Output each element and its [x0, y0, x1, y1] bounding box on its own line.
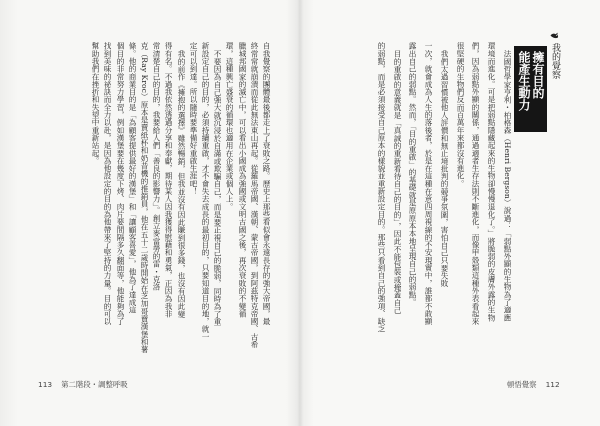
text-column: 新設定自己的目的，必須持續重啟，才不會失去成長的最初目的，只要知道目的地，就一 [201, 42, 210, 341]
page-footer-right [507, 380, 560, 390]
text-column: 得有名。不過我依然透過分享和奉獻，期待某人因我獲得慰藉和勇氣，正因為我非 [164, 42, 173, 318]
text-column: 環境而進化。可是把弱點隱藏起來的生物卻慢慢退化了。」將脆弱的皮膚外露的生物 [487, 42, 496, 322]
page-footer-left [38, 380, 128, 390]
text-column: 幫助我們在挫折和失望中重新站起。 [91, 42, 100, 165]
text-column: 自我覺察的團體最後都走上了衰敗之路。歷史上那些看似會永遠長存的強大帝國，最 [262, 42, 271, 326]
chapter-title-box [514, 46, 547, 132]
text-column: 臘城邦國家的滅亡中，可以看出小國成為強國或文明古國之後，再次衰敗的不變循 [238, 42, 247, 318]
running-head: 頓悟覺察 [507, 380, 537, 389]
text-column: 找到美味的祕訣而全力以赴，是因為他設定的目的為他帶來了堅持的力量。目的可以 [103, 42, 112, 326]
text-column: 很堅硬的生物們反而百萬年來都沒有進化。 [456, 42, 465, 188]
text-column: 個目的非常努力學習，例如漢堡要在幾度下烤、肉片要間隔多久翻面等，他能夠為了 [116, 42, 125, 326]
text-column: 克（Ray Kroc）原本是賣紙杯和奶昔機的推銷員，他在五十二歲時開始在芝加哥賣漢堡和薯 [140, 42, 149, 354]
text-column: 條。他的商業目的是「為顧客提供最好的漢堡」和「讓顧客喜愛」，他為了達成這 [128, 42, 137, 314]
running-head: 第二階段・調整呼吸 [61, 380, 128, 389]
text-column: 環，這種興亡盛衰的循環也適用在企業或個人上。 [225, 42, 234, 211]
bird-icon [549, 29, 560, 40]
book-gutter [286, 0, 314, 426]
text-column: 一次，就會成為人生的落後者，於是在這種在意四周視線的不安現實中，誰都不敢顯 [424, 42, 433, 326]
text-column: 目的重啟的意義就是「真誠的重新看待自己的目的」，因此不能包裝或掩蓋自己 [393, 49, 402, 314]
section-tag: 我的覺察 [550, 43, 560, 79]
text-column: 終常常就崩潰而從此無法東山再起。從羅馬帝國、漢朝、蒙古帝國，到阿茲特克帝國、古希 [250, 42, 259, 348]
text-column: 我的前作《擁抱的選擇》雖然暢銷，但我並沒有因此賺到很多錢，也沒有因此變 [177, 49, 186, 318]
text-column: 定可以到達。所以隨時要準備好重啟生涯吧！ [189, 42, 198, 195]
chapter-title-line: 能產生動力 [517, 51, 531, 111]
text-column: 的弱點，而是必須接受自己原本的樣貌並重新設定目的。那些只看到自己的強項、缺乏 [377, 42, 386, 333]
text-column: 法國哲學家亨利・柏格森（Henri Bergson）說過：「弱點外顯的生物為了適應 [503, 49, 512, 321]
text-column: 我們太過習慣被他人評價和無止境批判的競爭氛圍，害怕自己只要失敗 [440, 49, 449, 287]
text-column: 露出自己的弱點。然而，「目的重啟」的基礎就是原原本本地呈現自己的弱點。 [408, 42, 417, 306]
page-number: 113 [38, 380, 53, 389]
page-number: 112 [545, 380, 560, 389]
text-column: 常清楚自己的目的，我要給人們「善良的影響力」。創立麥當勞的雷・克洛 [152, 42, 161, 291]
chapter-title-line: 擁有目的 [531, 51, 545, 99]
text-column: 不要因為自己強大就沉浸於自滿或欺騙自己，而是要正視自己的脆弱，同時為了重 [213, 49, 222, 325]
text-column: 們，因為弱點外顯的關係，通過適者生存法則不斷進化，而像甲殼類這種外表看起來 [471, 42, 480, 326]
